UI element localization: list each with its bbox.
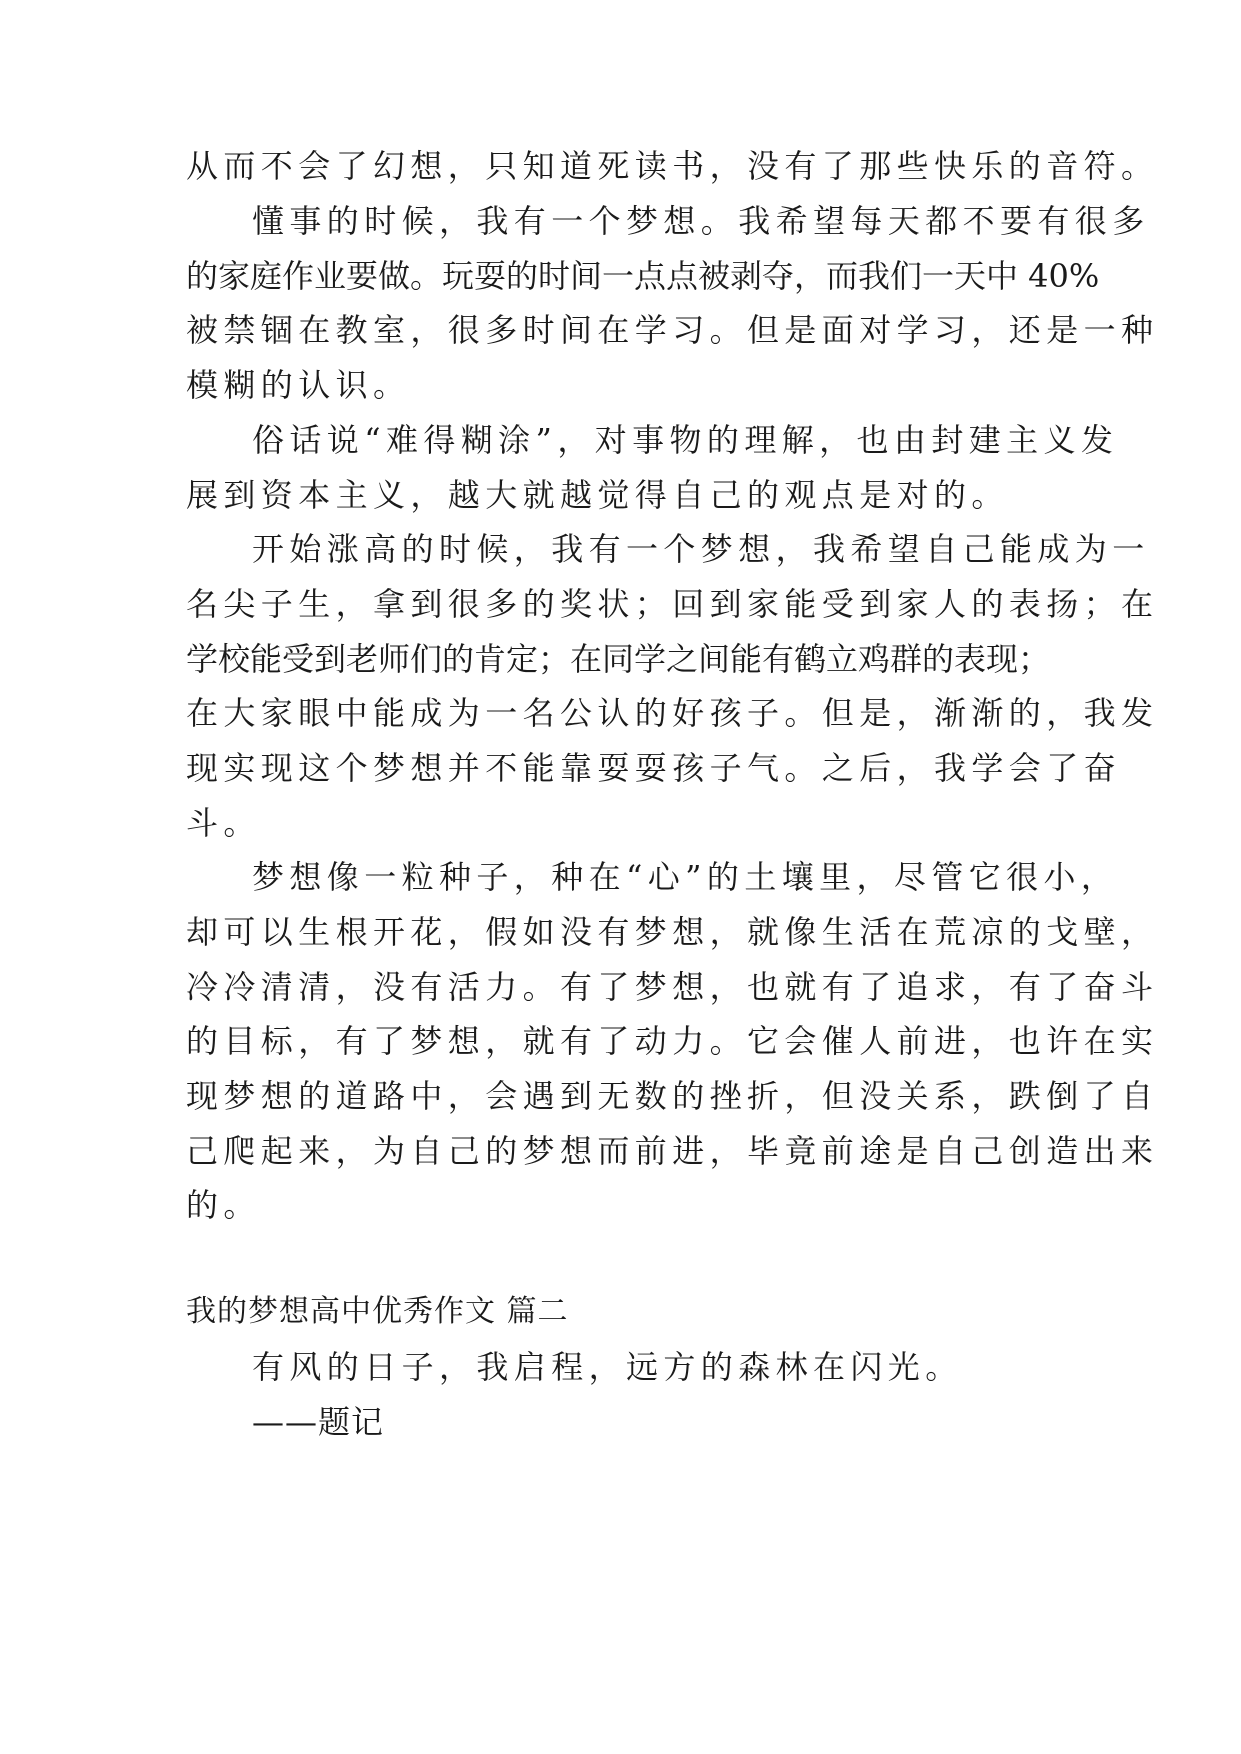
paragraph-line: 梦想像一粒种子，种在“心”的土壤里，尽管它很小，: [252, 858, 1119, 896]
paragraph-line: 的家庭作业要做。玩耍的时间一点点被剥夺，而我们一天中 40%: [186, 257, 1100, 295]
paragraph-line: 开始涨高的时候，我有一个梦想，我希望自己能成为一: [252, 530, 1150, 568]
paragraph-line: 却可以生根开花，假如没有梦想，就像生活在荒凉的戈壁，: [186, 913, 1159, 951]
paragraph-line: 冷冷清清，没有活力。有了梦想，也就有了追求，有了奋斗: [186, 968, 1159, 1006]
paragraph-line: 从而不会了幻想，只知道死读书，没有了那些快乐的音符。: [186, 147, 1159, 185]
paragraph-line: 己爬起来，为自己的梦想而前进，毕竟前途是自己创造出来: [186, 1132, 1159, 1170]
paragraph-line: 的。: [186, 1186, 261, 1224]
paragraph-line: 俗话说“难得糊涂”，对事物的理解，也由封建主义发: [252, 421, 1119, 459]
epigraph-attribution: ——题记: [252, 1403, 385, 1441]
paragraph-line: 模糊的认识。: [186, 366, 411, 404]
paragraph-line: 懂事的时候，我有一个梦想。我希望每天都不要有很多: [252, 202, 1150, 240]
paragraph-line: 斗。: [186, 804, 261, 842]
paragraph-line: 现实现这个梦想并不能靠耍耍孩子气。之后，我学会了奋: [186, 749, 1122, 787]
paragraph-line: 在大家眼中能成为一名公认的好孩子。但是，渐渐的，我发: [186, 694, 1159, 732]
paragraph-line: 的目标，有了梦想，就有了动力。它会催人前进，也许在实: [186, 1022, 1159, 1060]
paragraph-line: 学校能受到老师们的肯定；在同学之间能有鹤立鸡群的表现；: [186, 640, 1051, 678]
section-title: 我的梦想高中优秀作文 篇二: [186, 1294, 569, 1329]
epigraph: 有风的日子，我启程，远方的森林在闪光。: [252, 1348, 963, 1386]
paragraph-line: 现梦想的道路中，会遇到无数的挫折，但没关系，跌倒了自: [186, 1077, 1159, 1115]
paragraph-line: 展到资本主义，越大就越觉得自己的观点是对的。: [186, 476, 1009, 514]
paragraph-line: 名尖子生，拿到很多的奖状；回到家能受到家人的表扬；在: [186, 585, 1159, 623]
paragraph-line: 被禁锢在教室，很多时间在学习。但是面对学习，还是一种: [186, 311, 1159, 349]
